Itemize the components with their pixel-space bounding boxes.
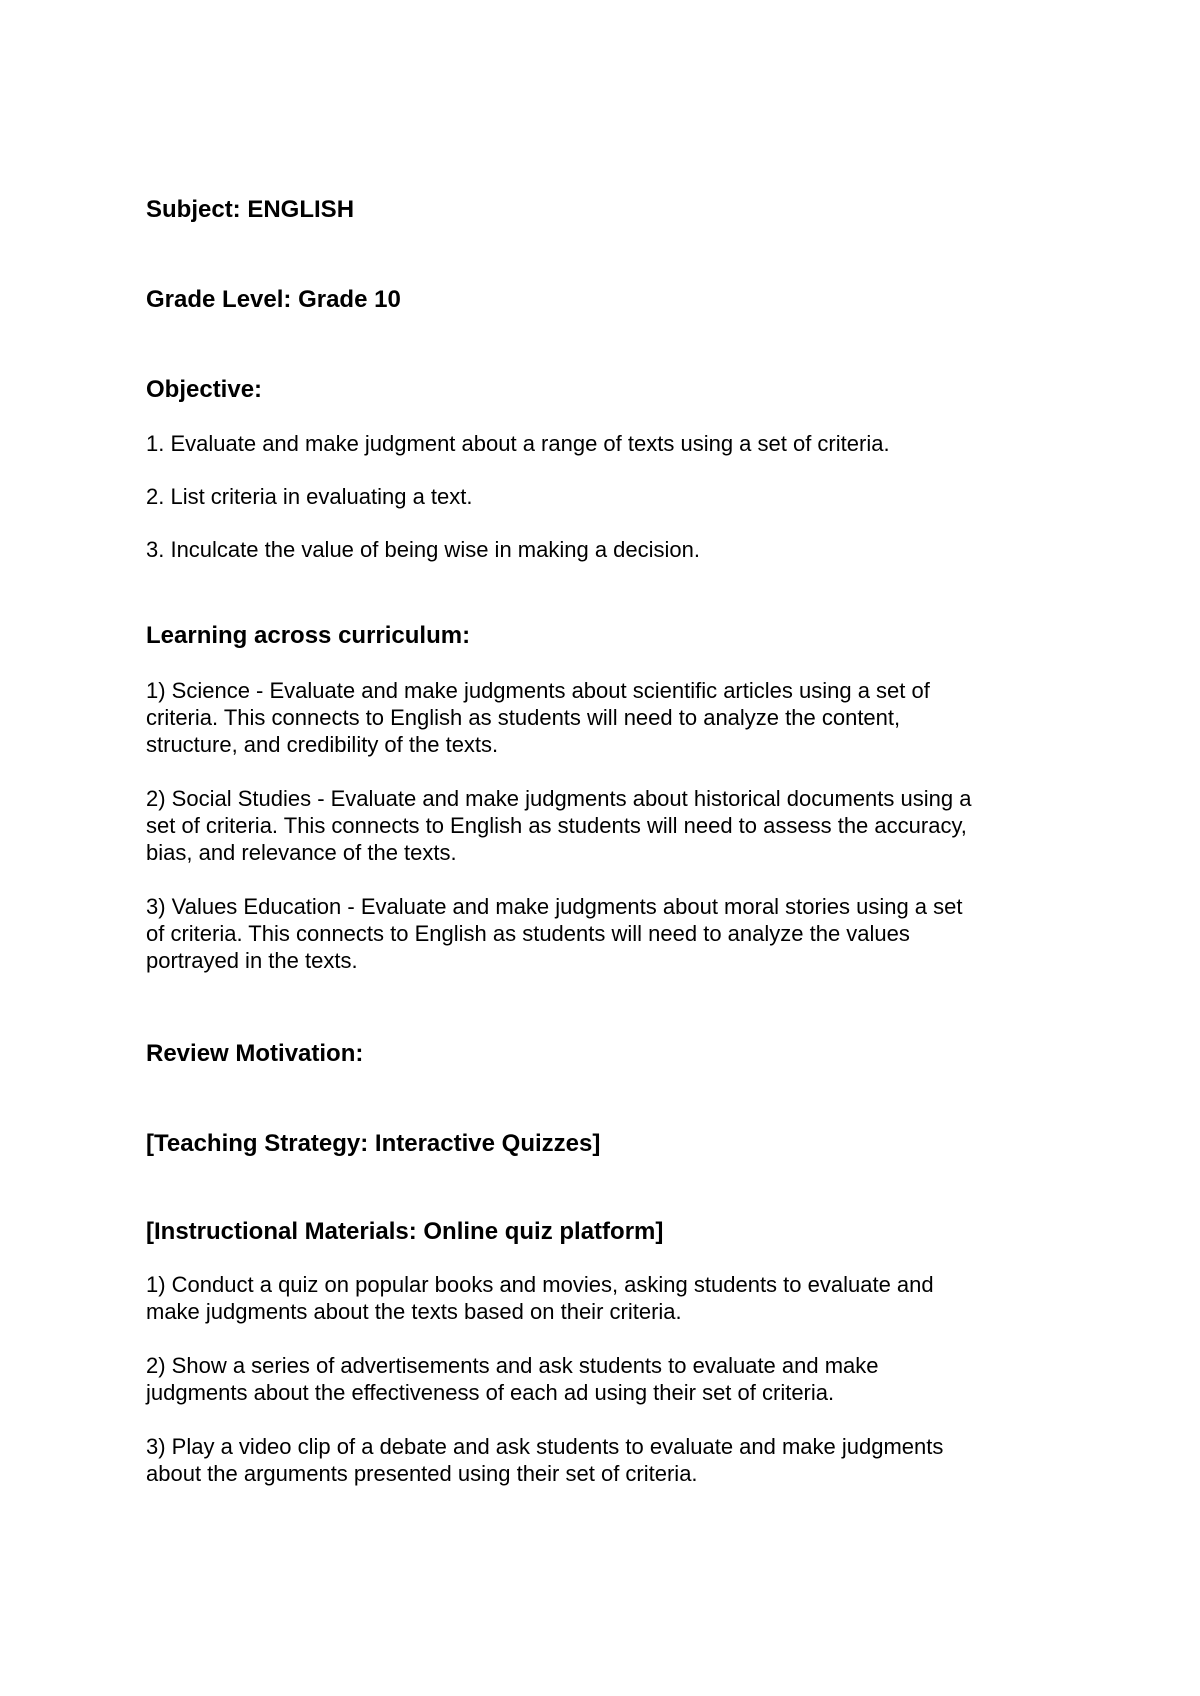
learning-item-line: structure, and credibility of the texts.: [146, 732, 499, 757]
objective-heading: Objective:: [146, 376, 263, 403]
learning-item-line: portrayed in the texts.: [146, 948, 358, 973]
learning-item-line: of criteria. This connects to English as students will need to analyze the values: [146, 921, 910, 946]
learning-item-line: bias, and relevance of the texts.: [146, 840, 457, 865]
learning-item-line: 2) Social Studies - Evaluate and make judgments about historical documents using a: [146, 786, 972, 811]
teaching-strategy-line: [Teaching Strategy: Interactive Quizzes]: [146, 1130, 601, 1157]
learning-item-line: criteria. This connects to English as students will need to analyze the content,: [146, 705, 901, 730]
instructional-materials-line: [Instructional Materials: Online quiz platform]: [146, 1218, 664, 1245]
grade-level-line: Grade Level: Grade 10: [146, 286, 401, 313]
activity-item-line: about the arguments presented using their set of criteria.: [146, 1461, 698, 1486]
learning-item-line: 3) Values Education - Evaluate and make judgments about moral stories using a set: [146, 894, 963, 919]
learning-across-curriculum-heading: Learning across curriculum:: [146, 622, 471, 649]
learning-item-line: set of criteria. This connects to English as students will need to assess the accuracy,: [146, 813, 967, 838]
review-motivation-heading: Review Motivation:: [146, 1040, 364, 1067]
subject-line: Subject: ENGLISH: [146, 196, 355, 223]
objective-item: 1. Evaluate and make judgment about a range of texts using a set of criteria.: [146, 431, 890, 456]
activity-item-line: 2) Show a series of advertisements and ask students to evaluate and make: [146, 1353, 879, 1378]
objective-item: 3. Inculcate the value of being wise in making a decision.: [146, 537, 700, 562]
objective-item: 2. List criteria in evaluating a text.: [146, 484, 473, 509]
activity-item-line: 1) Conduct a quiz on popular books and movies, asking students to evaluate and: [146, 1272, 934, 1297]
activity-item-line: make judgments about the texts based on their criteria.: [146, 1299, 682, 1324]
learning-item-line: 1) Science - Evaluate and make judgments about scientific articles using a set of: [146, 678, 930, 703]
activity-item-line: judgments about the effectiveness of each ad using their set of criteria.: [146, 1380, 835, 1405]
activity-item-line: 3) Play a video clip of a debate and ask students to evaluate and make judgments: [146, 1434, 944, 1459]
